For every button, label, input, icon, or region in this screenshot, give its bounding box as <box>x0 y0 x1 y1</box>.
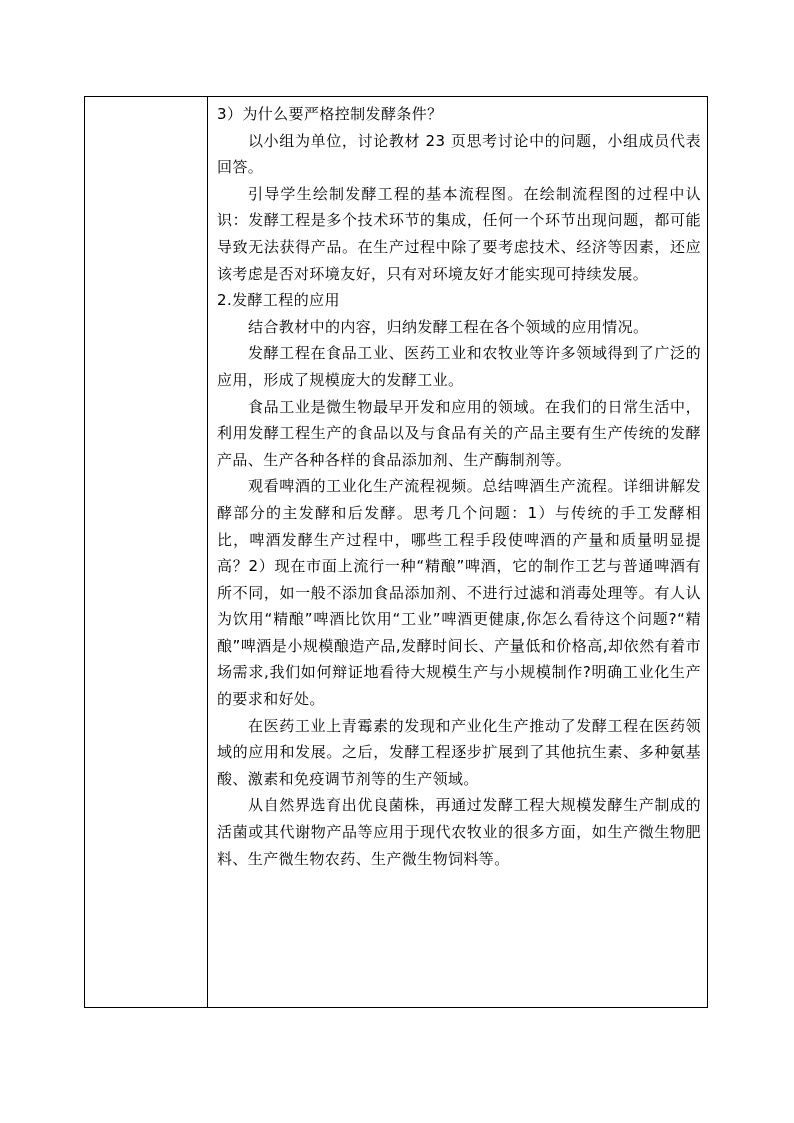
discussion-paragraph: 以小组为单位，讨论教材 23 页思考讨论中的问题，小组成员代表回答。 <box>217 131 701 177</box>
agriculture-paragraph: 从自然界选育出优良菌株，再通过发酵工程大规模发酵生产制成的活菌或其代谢物产品等应用于现代农牧业的很多方面，如生产微生物肥料、生产微生物农药、生产微生物饲料等。 <box>217 796 701 868</box>
flowchart-paragraph: 引导学生绘制发酵工程的基本流程图。在绘制流程图的过程中认识：发酵工程是多个技术环节的集成，任何一个环节出现问题，都可能导致无法获得产品。在生产过程中除了要考虑技术、经济等因素，还应该考虑是否对环境友好，只有对环境友好才能实现可持续发展。 <box>217 184 701 283</box>
summary-paragraph: 结合教材中的内容，归纳发酵工程在各个领域的应用情况。 <box>248 317 649 336</box>
food-industry-paragraph: 食品工业是微生物最早开发和应用的领域。在我们的日常生活中，利用发酵工程生产的食品以及与食品有关的产品主要有生产传统的发酵产品、生产各种各样的食品添加剂、生产酶制剂等。 <box>217 397 701 469</box>
table-left-cell <box>85 97 208 1007</box>
section-heading-applications: 2.发酵工程的应用 <box>217 291 340 310</box>
table-content-cell <box>208 97 707 1007</box>
fields-paragraph: 发酵工程在食品工业、医药工业和农牧业等许多领域得到了广泛的应用，形成了规模庞大的发酵工业。 <box>217 344 701 389</box>
medicine-paragraph: 在医药工业上青霉素的发现和产业化生产推动了发酵工程在医药领域的应用和发展。之后，发酵工程逐步扩展到了其他抗生素、多种氨基酸、激素和免疫调节剂等的生产领域。 <box>217 716 701 788</box>
lesson-table <box>84 96 708 1008</box>
beer-paragraph: 观看啤酒的工业化生产流程视频。总结啤酒生产流程。详细讲解发酵部分的主发酵和后发酵。思考几个问题：1）与传统的手工发酵相比，啤酒发酵生产过程中，哪些工程手段使啤酒的产量和质量明显提高？2）现在市面上流行一种“精酿”啤酒，它的制作工艺与普通啤酒有所不同，如一般不添加食品添加剂、不进行过滤和消毒处理等。有人认为饮用“精酿”啤酒比饮用“工业”啤酒更健康,你怎么看待这个问题?“精酿”啤酒是小规模酿造产品,发酵时间长、产量低和价格高,却依然有着市场需求,我们如何辩证地看待大规模生产与小规模制作?明确工业化生产的要求和好处。 <box>217 477 701 709</box>
question-3-line: 3）为什么要严格控制发酵条件？ <box>217 105 443 123</box>
